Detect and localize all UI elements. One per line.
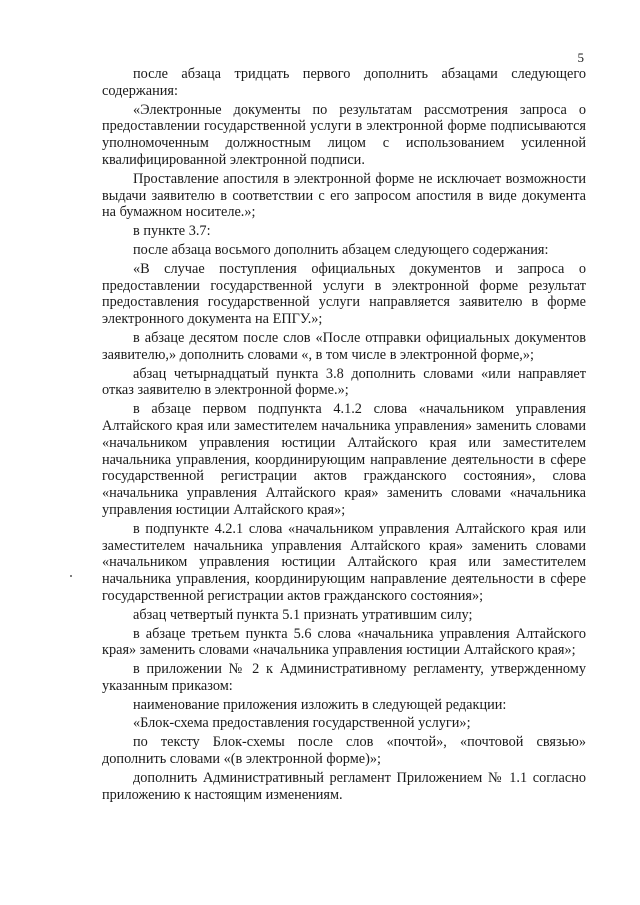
paragraph: после абзаца восьмого дополнить абзацем следующего содержания: xyxy=(133,241,549,258)
paragraph: дополнить Административный регламент Приложением № 1.1 согласно приложению к настоящим изменениям. xyxy=(102,769,586,803)
paragraph: абзац четырнадцатый пункта 3.8 дополнить словами «или направляет отказ заявителю в электронной форме.»; xyxy=(102,365,586,399)
paragraph: наименование приложения изложить в следующей редакции: xyxy=(133,696,507,713)
page-number: 5 xyxy=(577,50,584,65)
document-body xyxy=(102,66,586,805)
paragraph: «Электронные документы по результатам рассмотрения запроса о предоставлении государственной услуги в электронной форме подписываются уполномоченным должностным лицом с использованием усиленной квалифицированной электронной подписи. xyxy=(102,101,586,168)
paragraph: в подпункте 4.2.1 слова «начальником управления Алтайского края или заместителем начальника управления Алтайского края» заменить словами «начальником управления юстиции Алтайского края или заместителем начальника управления, координирующим направление деятельности в сфере государственной регистрации актов гражданского состояния»; xyxy=(102,520,586,604)
paragraph: абзац четвертый пункта 5.1 признать утратившим силу; xyxy=(133,606,473,623)
paragraph: в абзаце первом подпункта 4.1.2 слова «начальником управления Алтайского края или заместителем начальника управления» заменить словами «начальником управления юстиции Алтайского края или заместителем начальника управления, координирующим направление деятельности в сфере государственной регистрации актов гражданского состояния», слова «начальника управления Алтайского края» заменить словами «начальника управления юстиции Алтайского края»; xyxy=(102,401,586,518)
paragraph: «В случае поступления официальных документов и запроса о предоставлении государственной услуги в электронной форме результат предоставления государственной услуги направляется заявителю в форме электронного документа на ЕПГУ.»; xyxy=(102,260,586,328)
paragraph: «Блок-схема предоставления государственной услуги»; xyxy=(133,715,471,732)
paragraph: после абзаца тридцать первого дополнить абзацами следующего содержания: xyxy=(102,66,586,99)
paragraph: в пункте 3.7: xyxy=(133,223,211,240)
paragraph: Проставление апостиля в электронной форме не исключает возможности выдачи заявителю в соответствии с его запросом апостиля в виде документа на бумажном носителе.»; xyxy=(102,170,586,221)
paragraph: по тексту Блок-схемы после слов «почтой», «почтовой связью» дополнить словами «(в электронной форме)»; xyxy=(102,734,586,768)
paragraph: в приложении № 2 к Административному регламенту, утвержденному указанным приказом: xyxy=(102,661,586,694)
margin-mark xyxy=(70,575,72,577)
paragraph: в абзаце десятом после слов «После отправки официальных документов заявителю,» дополнить словами «, в том числе в электронной форме,»; xyxy=(102,329,586,363)
paragraph: в абзаце третьем пункта 5.6 слова «начальника управления Алтайского края» заменить словами «начальника управления юстиции Алтайского края»; xyxy=(102,625,586,659)
